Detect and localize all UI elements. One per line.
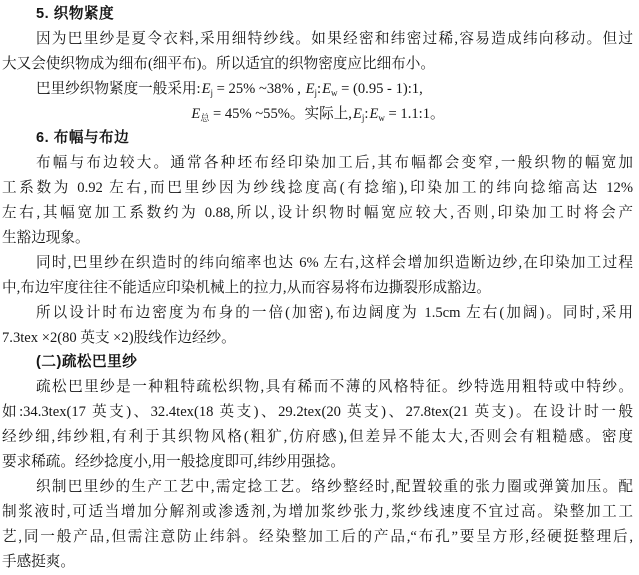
math-subscript: 总 [200,112,210,123]
section-heading-width-selvage: 6. 布幅与布边 [36,130,130,147]
subsection-heading-loose-voile: (二)疏松巴里纱 [36,354,138,371]
tightness-formula-line-2 [2,102,633,127]
formula-text: = 25% ~38% , [213,80,305,97]
math-var-E-total [190,106,209,122]
math-subscript: w [330,87,338,98]
math-var-E-weft [321,81,337,97]
math-subscript: j [314,87,317,98]
paragraph-line: 手感挺爽。 [2,553,75,570]
math-E: E [369,105,379,122]
formula-text: 巴里纱织物紧度一般采用: [36,80,201,97]
paragraph-line: 制浆液时,可适当增加分解剂或渗透剂,为增加浆纱张力,浆纱线速度不宜过高。染整加工工 [2,503,633,520]
math-E: E [305,80,315,97]
formula-text: = (0.95 - 1):1, [337,80,423,97]
paragraph-line: 7.3tex ×2(80 英支 ×2)股线作边经纱。 [2,329,236,346]
paragraph-line: 工系数为 0.92 左右,而巴里纱因为纱线捻度高(有捻缩),印染加工的纬向捻缩高达 12% [2,180,633,197]
paragraph-line: 要求稀疏。经纱捻度小,用一般捻度即可,纬纱用强捻。 [2,454,345,471]
paragraph-line: 艺,同一般产品,但需注意防止纬斜。经染整加工后的产品,“布孔”要呈方形,经硬挺整理后, [2,528,633,545]
paragraph-line: 同时,巴里纱在织造时的纬向缩率也达 6% 左右,这样会增加织造断边纱,在印染加工过程 [36,254,633,271]
math-E: E [352,105,362,122]
math-E: E [201,80,211,97]
paragraph-line: 经纱细,纬纱粗,有利于其织物风格(粗犷,仿府感),但差异不能太大,否则会有粗糙感。密度 [2,429,633,446]
paragraph-line: 大又会使织物成为细布(细平布)。所以适宜的织物密度应比细布小。 [2,55,435,72]
math-E: E [322,80,331,97]
paragraph-line: 左右,其幅宽加工系数约为 0.88,所以,设计织物时幅宽应较大,否则,印染加工时将会产 [2,205,633,222]
paragraph-line: 疏松巴里纱是一种粗特疏松织物,具有稀而不薄的风格特征。纱特选用粗特或中特纱。 [36,379,633,396]
section-heading-fabric-tightness: 5. 织物紧度 [36,6,115,22]
formula-text: : [317,80,322,97]
math-var-E-warp [201,81,213,97]
math-var-E-warp [352,106,364,122]
paragraph-line: 布幅与布边较大。通常各种坯布经印染加工后,其布幅都会变窄,一般织物的幅宽加 [36,155,633,172]
math-subscript: w [378,112,385,123]
math-subscript: j [210,87,214,98]
paragraph-line: 如:34.3tex(17 英支)、32.4tex(18 英支)、29.2tex(20 英支)、27.8tex(21 英支)。在设计时一般 [2,404,633,421]
paragraph-line: 生豁边现象。 [2,230,90,247]
paragraph-line: 中,布边牢度往往不能适应印染机械上的拉力,从而容易将布边撕裂形成豁边。 [2,279,491,296]
formula-text: = 45% ~55%。实际上, [209,105,352,122]
math-subscript: j [361,112,365,123]
math-E: E [191,105,201,122]
formula-text: = 1.1:1。 [384,105,445,122]
math-var-E-warp [305,81,317,97]
paragraph-line: 织制巴里纱的生产工艺中,需定捻工艺。络纱整经时,配置较重的张力圈或弹簧加压。配 [36,478,633,495]
paragraph-line: 所以设计时布边密度为布身的一倍(加密),布边阔度为 1.5cm 左右(加阔)。同时,采用 [36,304,633,321]
math-var-E-weft [368,106,384,122]
tightness-formula-line-1 [2,77,633,102]
formula-text: : [364,105,369,122]
paragraph-line: 因为巴里纱是夏令衣料,采用细特纱线。如果经密和纬密过稀,容易造成纬向移动。但过 [36,30,633,47]
